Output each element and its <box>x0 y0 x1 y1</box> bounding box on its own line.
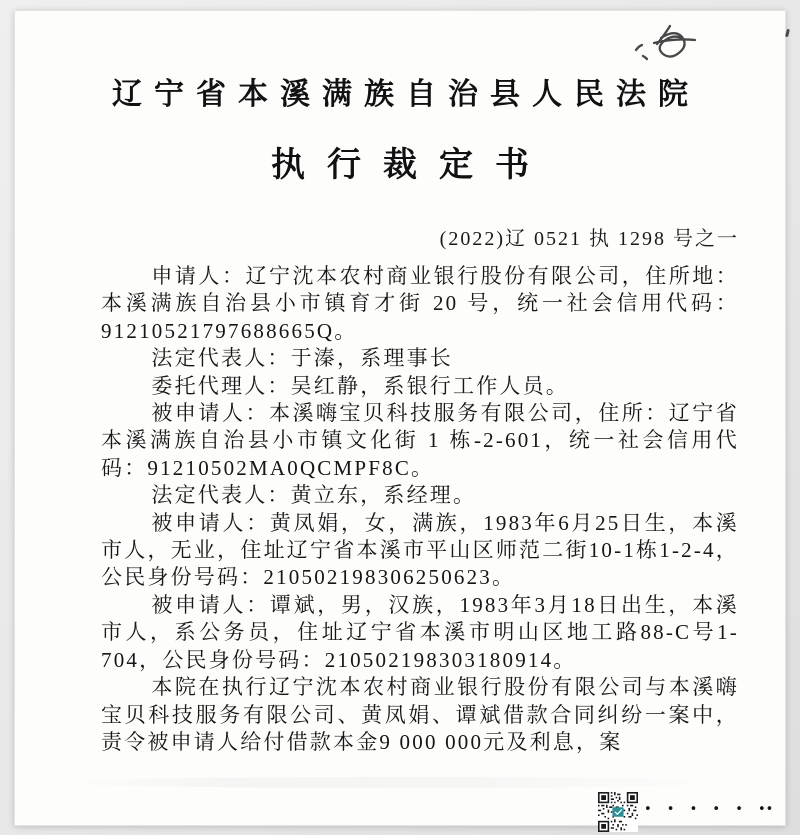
body-paragraph: 本院在执行辽宁沈本农村商业银行股份有限公司与本溪嗨宝贝科技服务有限公司、黄凤娟、谭斌借款合同纠纷一案中，责令被申请人给付借款本金9 000 000元及利息，案 <box>101 675 739 754</box>
handwritten-mark <box>627 17 722 75</box>
body-paragraph: 申请人：辽宁沈本农村商业银行股份有限公司，住所地：本溪满族自治县小市镇育才街 20 号，统一社会信用代码：91210521797688665Q。 <box>101 264 739 343</box>
scan-smudge <box>55 777 745 788</box>
body-paragraph: 法定代表人：黄立东，系经理。 <box>151 483 477 508</box>
body-paragraph: 法定代表人：于溱，系理事长 <box>151 346 453 371</box>
document-body <box>101 263 739 756</box>
qr-center-logo <box>612 807 623 817</box>
body-paragraph: 被申请人：本溪嗨宝贝科技服务有限公司，住所：辽宁省本溪满族自治县小市镇文化街 1 栋-2-601，统一社会信用代码：91210502MA0QCMPF8C。 <box>101 401 739 480</box>
document-page <box>14 10 786 826</box>
body-paragraph: 被申请人：黄凤娟，女，满族，1983年6月25日生，本溪市人，无业，住址辽宁省本溪市平山区师范二街10-1栋1-2-4，公民身份号码：210502198306250623。 <box>101 510 739 590</box>
document-content <box>15 222 785 756</box>
document-title: 执行裁定书 <box>271 147 551 184</box>
court-name: 辽宁省本溪满族自治县人民法院 <box>112 78 700 111</box>
qr-code <box>598 792 638 832</box>
body-paragraph: 委托代理人：吴红静，系银行工作人员。 <box>151 373 569 398</box>
case-number: (2022)辽 0521 执 1298 号之一 <box>439 228 739 250</box>
body-paragraph: 被申请人：谭斌，男，汉族，1983年3月18日出生，本溪市人，系公务员，住址辽宁省本溪市明山区地工路88-C号1-704，公民身份号码：210502198303180914。 <box>101 592 739 672</box>
footer-dots: • • • • • •• <box>644 802 774 817</box>
